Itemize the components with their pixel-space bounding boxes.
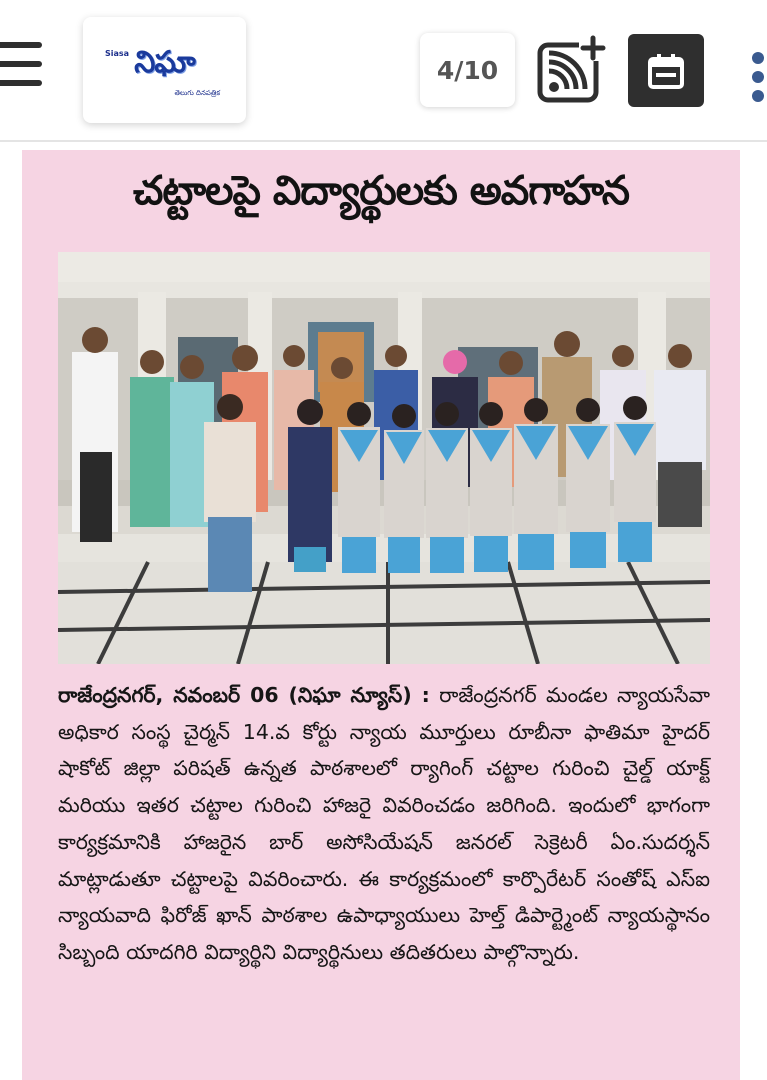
page-counter-button[interactable]: 4/10 bbox=[420, 33, 515, 107]
article-photo bbox=[58, 252, 710, 664]
article-headline: చట్టాలపై విద్యార్థులకు అవగాహన bbox=[133, 168, 629, 214]
article-dateline: రాజేంద్రనగర్, నవంబర్ 06 (నిఘా న్యూస్) : bbox=[58, 683, 430, 707]
newspaper-logo[interactable] bbox=[83, 17, 246, 123]
app-top-bar bbox=[0, 0, 767, 142]
article-body-text: రాజేంద్రనగర్ మండల న్యాయసేవా అధికార సంస్థ చైర్మన్ 14.వ కోర్టు న్యాయ మూర్తులు రూబీనా ఫాతిమా హైదర్ షాకోట్ జిల్లా పరిషత్ ఉన్నత పాఠశాలలో ర్యాగింగ్ చట్టాల గురించి చైల్డ్ యాక్ట్ మరియు ఇతర చట్టాల గురించి హాజరై వివరించడం జరిగింది. ఇందులో భాగంగా కార్యక్రమానికి హాజరైన బార్ అసోసియేషన్ జనరల్ సెక్రెటరీ ఏం.సుదర్శన్ మాట్లాడుతూ చట్టాలపై వివరించారు. ఈ కార్యక్రమంలో కార్పొరేటర్ సంతోష్ ఎస్ఐ న్యాయవాది ఫిరోజ్ ఖాన్ పాఠశాల ఉపాధ్యాయులు హెల్త్ డిపార్ట్మెంట్ న్యాయస్థానం సిబ్బంది యాదగిరి విద్యార్థిని విద్యార్థినులు తదితరులు పాల్గొన్నారు. bbox=[58, 683, 710, 964]
logo-top-text: Siasa bbox=[105, 49, 130, 58]
logo-subtitle: తెలుగు దినపత్రిక bbox=[174, 89, 220, 97]
rss-add-icon[interactable] bbox=[537, 35, 607, 103]
menu-icon[interactable] bbox=[0, 42, 44, 86]
article-clipping bbox=[22, 150, 740, 1080]
calendar-icon[interactable] bbox=[628, 34, 704, 107]
logo-title: నిఘా bbox=[134, 45, 195, 80]
article-body bbox=[58, 677, 710, 971]
more-vert-icon[interactable] bbox=[748, 52, 767, 102]
